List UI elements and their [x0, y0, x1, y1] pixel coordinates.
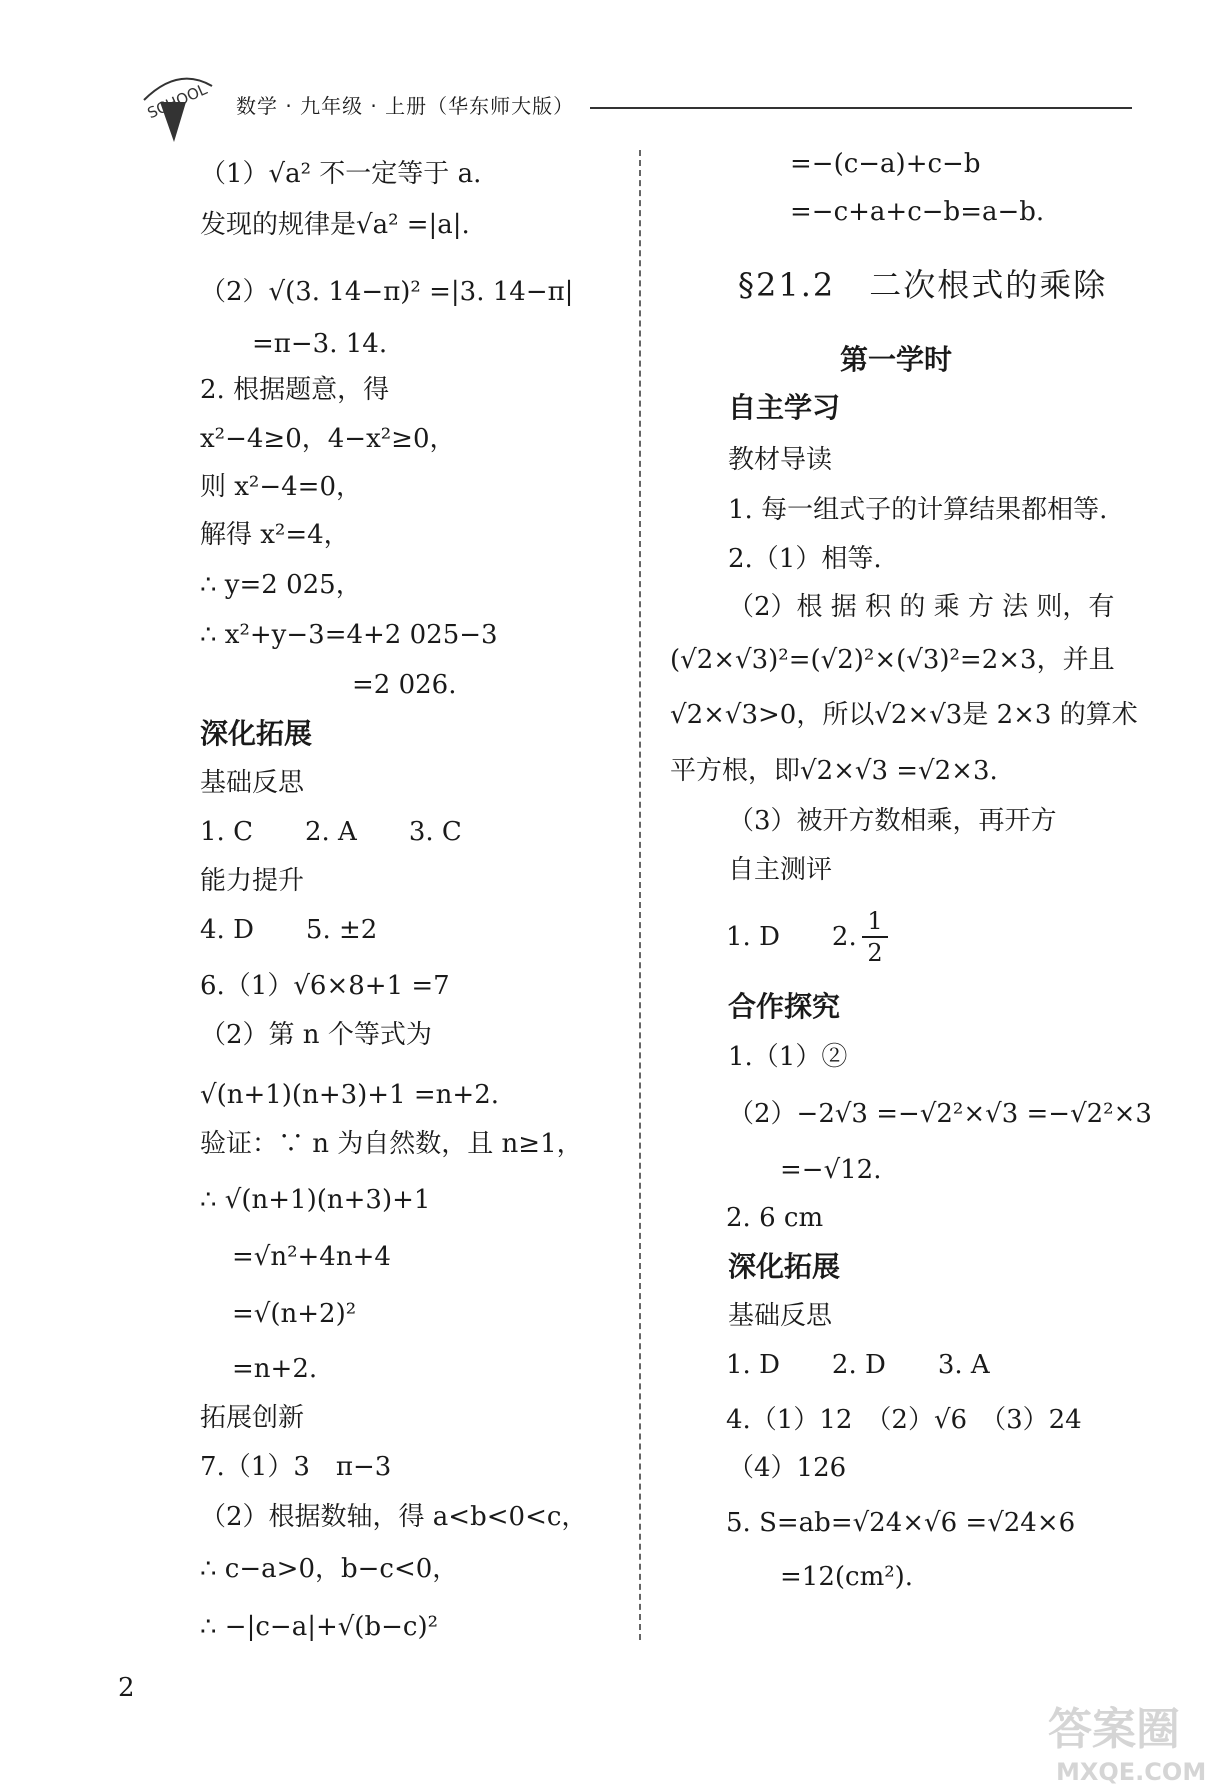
text-line: 1. 每一组式子的计算结果都相等. — [728, 495, 1108, 525]
text-line: =√(n+2)² — [232, 1299, 357, 1329]
answer-line: 1. C 2. A 3. C — [200, 817, 462, 847]
text-line: ∴ √(n+1)(n+3)+1 — [200, 1185, 431, 1215]
lesson-title: 第一学时 — [840, 343, 953, 376]
answer-line: 1. D 2. D 3. A — [726, 1350, 990, 1380]
fraction-numerator: 1 — [867, 907, 883, 935]
column-divider — [639, 150, 641, 1640]
answer-line: 2. 6 cm — [726, 1203, 824, 1233]
text-line: 发现的规律是√a² =|a|. — [200, 210, 470, 240]
text-line: √(n+1)(n+3)+1 =n+2. — [200, 1080, 499, 1110]
text-line: 5. S=ab=√24×√6 =√24×6 — [726, 1508, 1076, 1538]
header-title: 数学 · 九年级 · 上册（华东师大版） — [236, 94, 575, 118]
text-line: ∴ x²+y−3=4+2 025−3 — [200, 620, 498, 650]
section-heading: 自主学习 — [728, 391, 841, 424]
subheading: 基础反思 — [200, 768, 305, 798]
text-line: =−c+a+c−b=a−b. — [790, 197, 1045, 227]
text-line: ∴ y=2 025， — [200, 570, 362, 600]
text-line: 2.（1）相等. — [728, 544, 882, 574]
text-line: x²−4≥0，4−x²≥0， — [200, 424, 456, 454]
text-line: （2）第 n 个等式为 — [200, 1020, 432, 1050]
subheading: 拓展创新 — [200, 1403, 305, 1433]
svg-text:SCHOOL: SCHOOL — [144, 80, 210, 123]
answer-line: 7.（1）3 π−3 — [200, 1452, 392, 1482]
text-line: （2）√(3. 14−π)² =|3. 14−π| — [200, 277, 574, 307]
subheading: 能力提升 — [200, 866, 305, 896]
fraction — [860, 906, 890, 968]
answer-line: 4. D 5. ±2 — [200, 915, 378, 945]
text-line: √2×√3>0，所以√2×√3是 2×3 的算术 — [670, 700, 1138, 730]
header-rule — [590, 107, 1132, 109]
page-number: 2 — [118, 1673, 135, 1703]
subheading: 基础反思 — [728, 1301, 833, 1331]
subheading: 教材导读 — [728, 445, 833, 475]
watermark-logo — [1040, 1688, 1210, 1788]
school-logo — [138, 72, 218, 146]
section-heading: 深化拓展 — [200, 717, 313, 750]
subheading: 自主测评 — [728, 855, 833, 885]
text-line: =−(c−a)+c−b — [790, 149, 981, 179]
section-title: §21.2 二次根式的乘除 — [738, 266, 1108, 304]
text-line: =n+2. — [232, 1354, 318, 1384]
section-heading: 深化拓展 — [728, 1250, 841, 1283]
text-line: （2）根 据 积 的 乘 方 法 则，有 — [728, 592, 1115, 622]
text-line: （2）根据数轴，得 a<b<0<c， — [200, 1502, 588, 1532]
text-line: ∴ −|c−a|+√(b−c)² — [200, 1612, 439, 1642]
text-line: 解得 x²=4， — [200, 520, 350, 550]
text-line: 则 x²−4=0， — [200, 472, 363, 502]
text-line: （3）被开方数相乘，再开方 — [728, 806, 1057, 836]
answer-line: （4）126 — [728, 1453, 847, 1483]
text-line: 6.（1）√6×8+1 =7 — [200, 971, 450, 1001]
text-line: =12(cm²). — [780, 1562, 914, 1592]
text-line: (√2×√3)²=(√2)²×(√3)²=2×3，并且 — [670, 645, 1115, 675]
text-line: 1.（1）② — [728, 1042, 848, 1072]
watermark-title: 答案圈 — [1048, 1704, 1180, 1755]
text-line: 2. 根据题意，得 — [200, 375, 390, 405]
text-line: =√n²+4n+4 — [232, 1242, 391, 1272]
watermark-url: MXQE.COM — [1056, 1758, 1207, 1786]
text-line: （1）√a² 不一定等于 a. — [200, 159, 482, 189]
text-line: 平方根，即√2×√3 =√2×3. — [670, 756, 998, 786]
text-line: =−√12. — [780, 1155, 882, 1185]
text-line: （2）−2√3 =−√2²×√3 =−√2²×3 — [728, 1099, 1152, 1129]
text-line: ∴ c−a>0，b−c<0， — [200, 1554, 459, 1584]
text-line: =2 026. — [352, 670, 457, 700]
section-heading: 合作探究 — [728, 990, 841, 1023]
answer-line: 1. D 2. — [726, 922, 857, 952]
answer-line: 4.（1）12 （2）√6 （3）24 — [726, 1405, 1082, 1435]
text-line: 验证：∵ n 为自然数，且 n≥1， — [200, 1129, 583, 1159]
text-line: =π−3. 14. — [252, 329, 388, 359]
fraction-denominator: 2 — [867, 939, 883, 967]
